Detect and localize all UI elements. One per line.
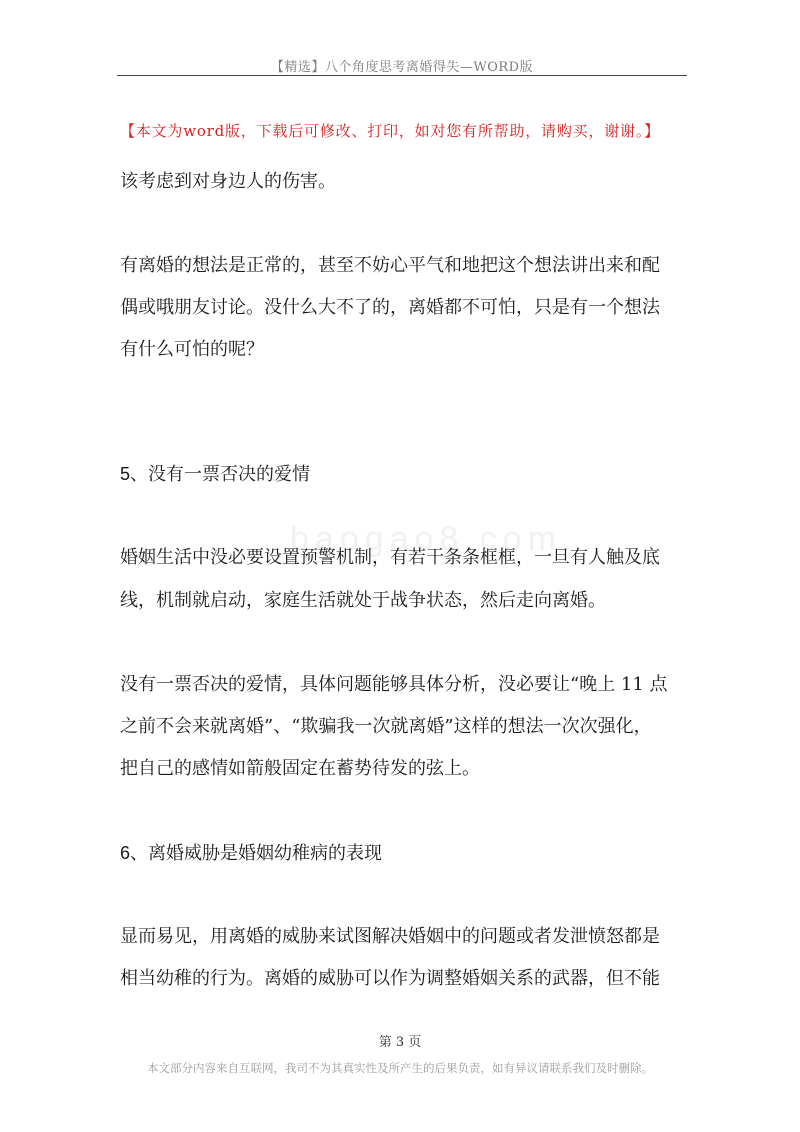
section-heading-6: 6、离婚威胁是婚姻幼稚病的表现 (120, 843, 383, 863)
paragraph-line: 有离婚的想法是正常的，甚至不妨心平气和地把这个想法讲出来和配 (120, 255, 660, 276)
paragraph-line: 显而易见，用离婚的威胁来试图解决婚姻中的问题或者发泄愤怒都是 (120, 926, 660, 947)
download-notice: 【本文为word版，下载后可修改、打印，如对您有所帮助，请购买，谢谢。】 (120, 122, 660, 140)
paragraph-line: 该考虑到对身边人的伤害。 (120, 171, 336, 192)
header-divider (117, 75, 687, 76)
paragraph-line: 没有一票否决的爱情，具体问题能够具体分析，没必要让“晚上 11 点 (120, 674, 668, 695)
paragraph-line: 线，机制就启动，家庭生活就处于战争状态，然后走向离婚。 (120, 590, 606, 611)
paragraph-line: 有什么可怕的呢？ (120, 339, 264, 360)
paragraph-line: 婚姻生活中没必要设置预警机制，有若干条条框框，一旦有人触及底 (120, 547, 660, 568)
page-header: 【精选】八个角度思考离婚得失—WORD版 (270, 60, 534, 75)
paragraph-line: 相当幼稚的行为。离婚的威胁可以作为调整婚姻关系的武器，但不能 (120, 968, 660, 989)
paragraph-line: 之前不会来就离婚”、“欺骗我一次就离婚”这样的想法一次次强化， (120, 716, 652, 737)
paragraph-line: 把自己的感情如箭般固定在蓄势待发的弦上。 (120, 758, 480, 779)
watermark: baogao8.com (290, 520, 563, 558)
section-heading-5: 5、没有一票否决的爱情 (120, 464, 311, 484)
footer-disclaimer: 本文部分内容来自互联网，我司不为其真实性及所产生的后果负责，如有异议请联系我们及时删除。 (147, 1061, 653, 1075)
paragraph-line: 偶或哦朋友讨论。没什么大不了的，离婚都不可怕，只是有一个想法 (120, 297, 660, 318)
page-number: 第 3 页 (378, 1035, 422, 1050)
